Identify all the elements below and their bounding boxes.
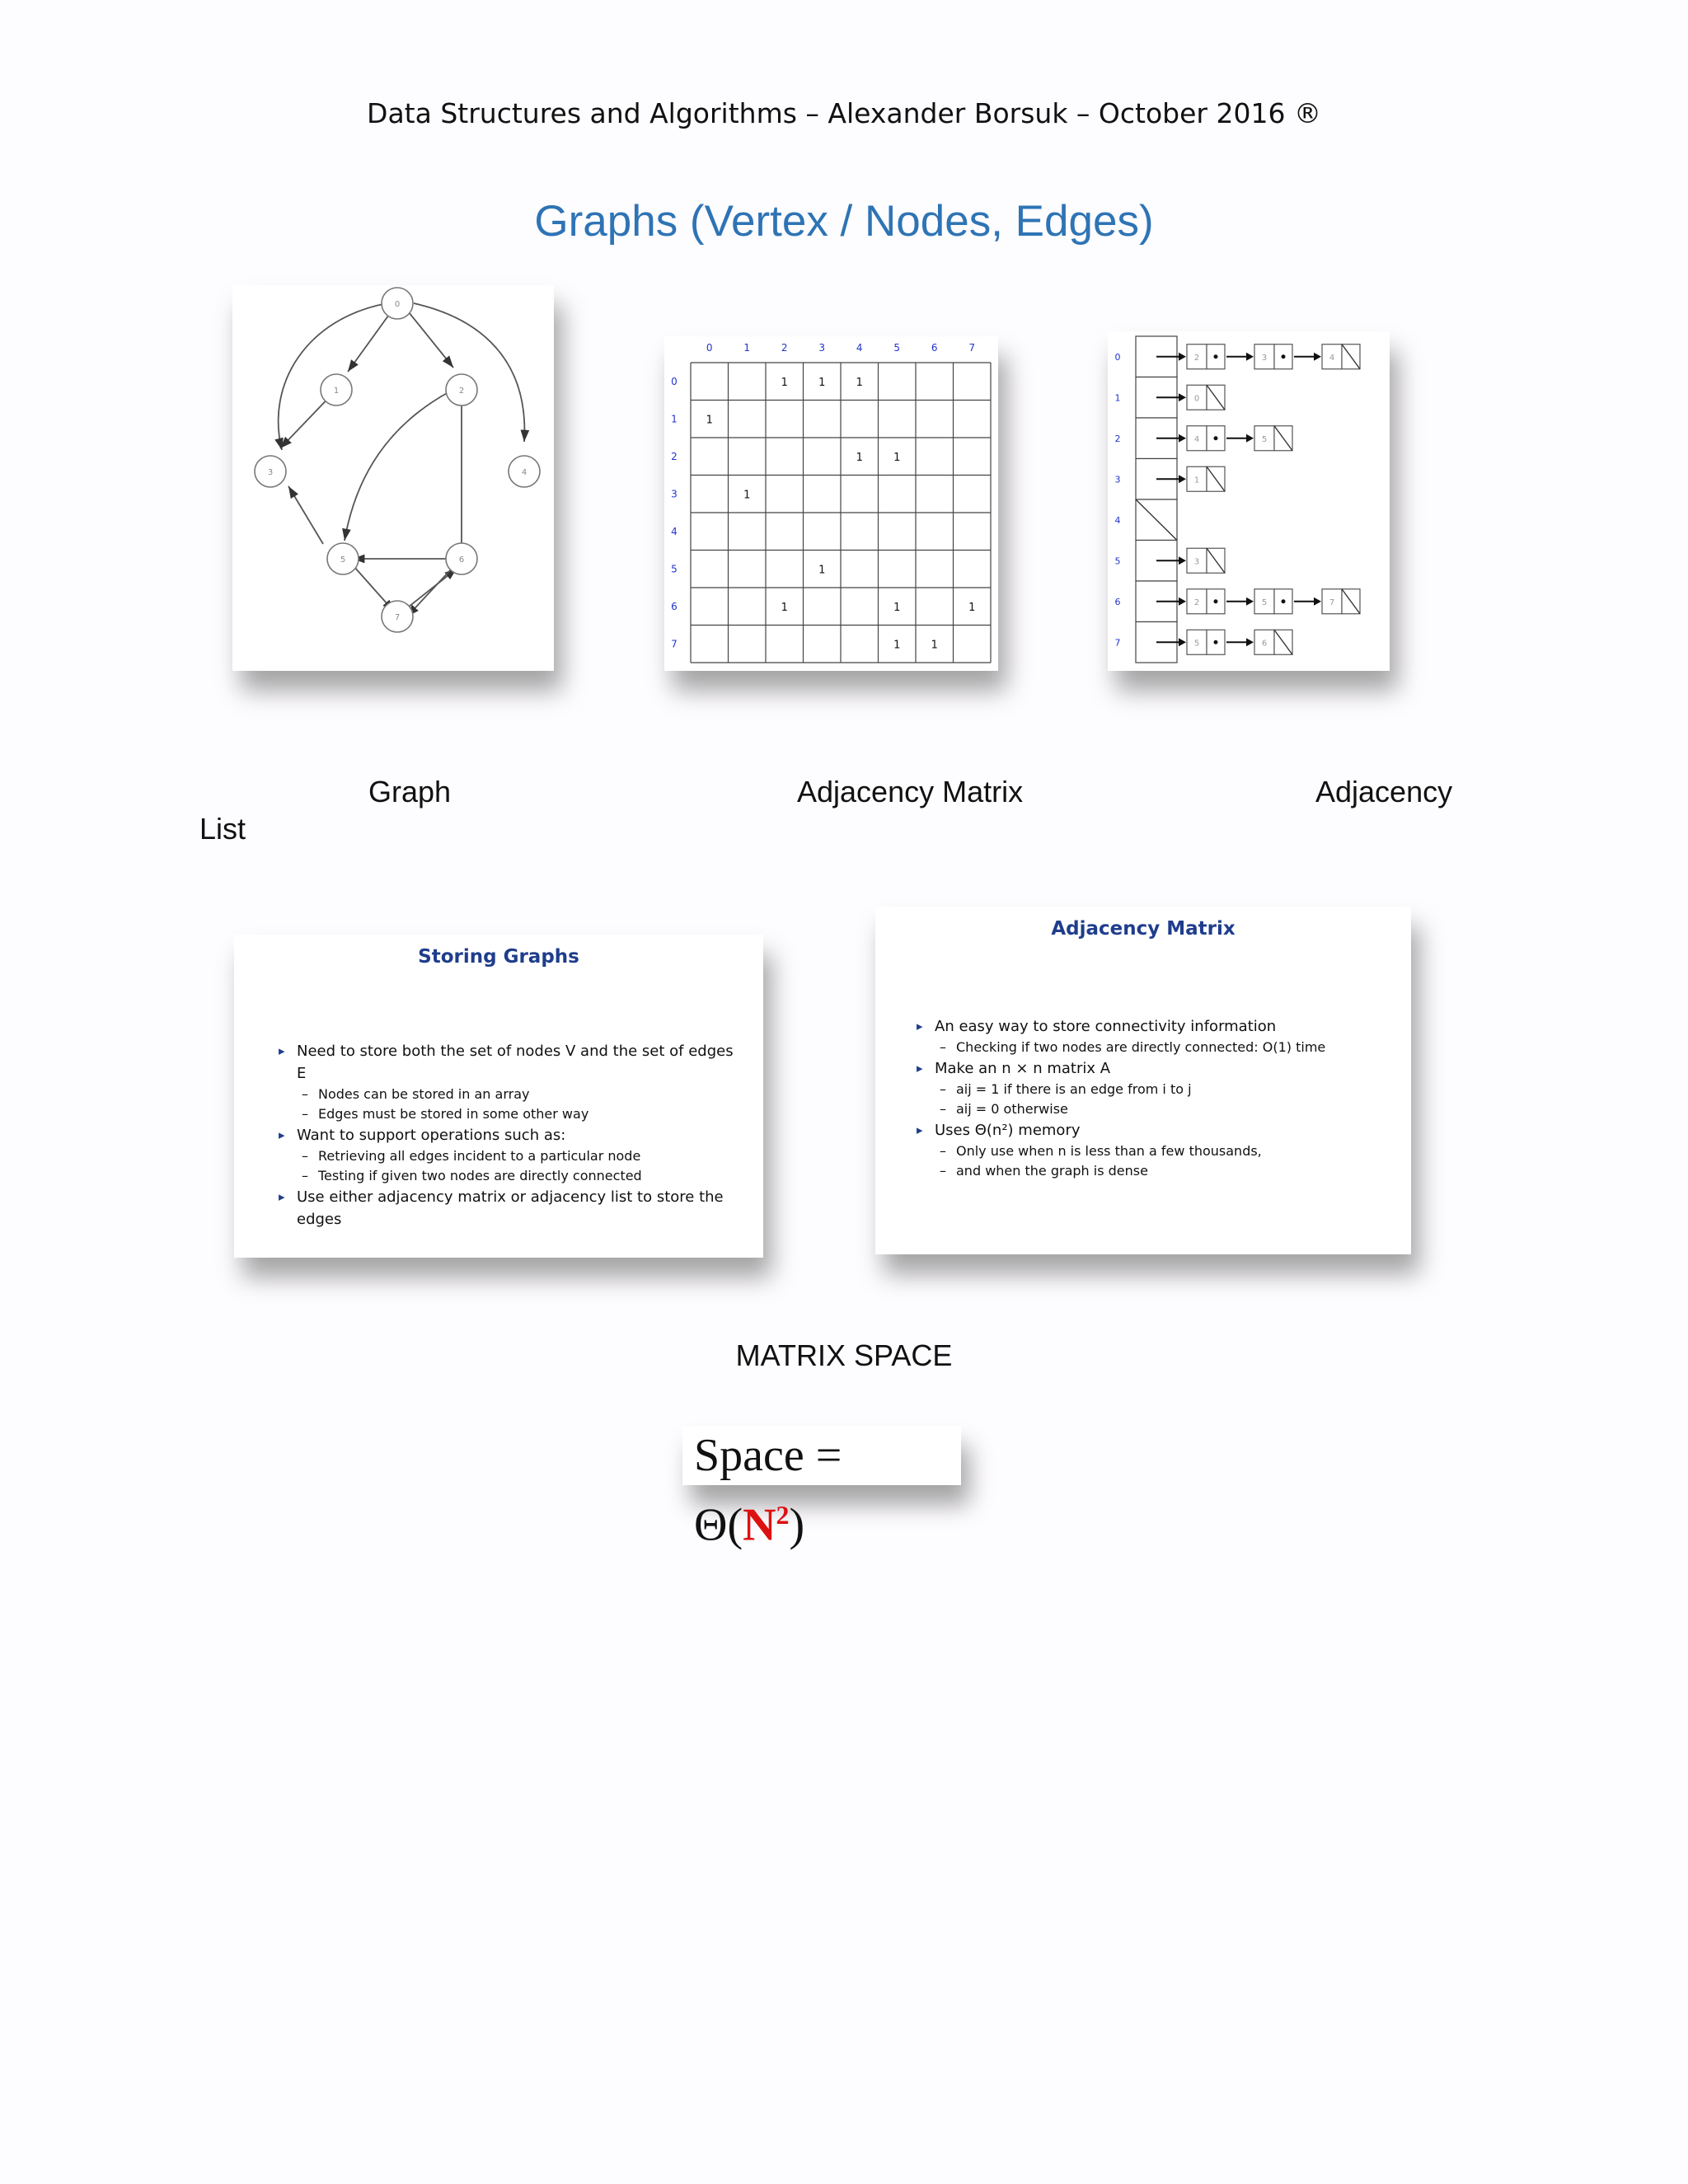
matrix-col-label: 3 [818,342,826,354]
graph-edge [406,308,453,368]
slide-bullet: ▸ An easy way to store connectivity information [917,1015,1400,1038]
adjacency-matrix-figure [664,336,998,671]
formula-prefix: Space = Θ( [694,1430,842,1551]
list-pointer-dot [1214,599,1218,603]
list-node-value: 5 [1193,639,1200,649]
graph-edge [345,392,448,541]
slide-bullets [917,1015,1400,1181]
matrix-row-label: 4 [671,525,678,537]
caption-graph: Graph [368,775,452,808]
matrix-cell: 1 [893,639,901,652]
graph-node-label: 5 [340,555,346,565]
list-arrow-head [1246,434,1254,443]
matrix-cell: 1 [743,489,751,502]
slide-storing-graphs [234,935,763,1258]
list-node-value: 0 [1193,394,1200,404]
list-node-value: 5 [1261,598,1268,607]
matrix-row-label: 3 [671,488,678,500]
list-arrow-head [1179,598,1186,606]
matrix-row-label: 1 [671,413,678,425]
matrix-col-label: 2 [781,342,788,354]
graph-edge [288,486,323,544]
formula-n: N [743,1499,776,1551]
matrix-cell: 1 [856,376,863,389]
slide-sub-bullet: – Edges must be stored in some other way [279,1104,745,1124]
matrix-cell: 1 [818,564,826,577]
graph-edge [414,303,524,442]
matrix-col-label: 0 [706,342,713,354]
slide-bullet: ▸ Uses Θ(n²) memory [917,1119,1400,1141]
slide-title: Adjacency Matrix [1051,918,1236,940]
matrix-space-label: MATRIX SPACE [735,1338,953,1372]
formula-suffix: ) [789,1499,805,1551]
matrix-row-label: 6 [671,600,678,612]
list-node-value: 3 [1261,353,1268,363]
list-arrow-head [1179,353,1186,361]
list-node-value: 1 [1193,476,1200,485]
list-arrow-head [1179,434,1186,443]
list-row-label: 4 [1114,514,1121,526]
list-pointer-dot [1214,436,1218,440]
graph-node-label: 0 [394,300,401,309]
list-row-label: 5 [1114,555,1121,567]
list-row-label: 1 [1114,392,1121,404]
slide-bullet: ▸ Want to support operations such as: [279,1124,745,1146]
slide-bullet: ▸ Make an n × n matrix A [917,1057,1400,1080]
matrix-cell: 1 [968,601,976,614]
matrix-row-label: 2 [671,450,678,462]
slide-sub-bullet: – Retrieving all edges incident to a particular node [279,1146,745,1166]
graph-node-label: 1 [333,387,340,396]
matrix-cell: 1 [781,376,788,389]
list-arrow-head [1246,353,1254,361]
slide-sub-bullet: – Nodes can be stored in an array [279,1085,745,1104]
page-header: Data Structures and Algorithms – Alexander Borsuk – October 2016 ® [367,97,1321,129]
list-arrow-head [1179,393,1186,401]
list-pointer-dot [1214,640,1218,644]
matrix-cell: 1 [818,376,826,389]
matrix-cell: 1 [893,451,901,464]
slide-sub-bullet: – aij = 0 otherwise [917,1099,1400,1119]
list-row-label: 3 [1114,474,1121,485]
matrix-svg [664,336,998,671]
caption-adjacency-matrix: Adjacency Matrix [797,775,1024,808]
slide-bullets [279,1040,745,1230]
page-title: Graphs (Vertex / Nodes, Edges) [534,197,1154,246]
list-row-label: 2 [1114,433,1121,444]
list-arrow-head [1179,556,1186,565]
list-row-label: 0 [1114,351,1121,363]
formula-exponent: 2 [776,1500,790,1530]
graph-svg [232,285,554,671]
matrix-cell: 1 [706,414,713,427]
list-node-value: 3 [1193,557,1200,567]
graph-node-label: 3 [267,468,274,477]
matrix-row-label: 5 [671,563,678,575]
slide-title: Storing Graphs [418,946,579,968]
slide-bullet: ▸ Need to store both the set of nodes V and the set of edges E [279,1040,745,1085]
caption-adjacency-list-1: Adjacency [1315,775,1453,808]
graph-edge [407,569,452,616]
list-pointer-dot [1282,599,1286,603]
list-node-value: 5 [1261,434,1268,444]
graph-node-label: 6 [458,555,465,565]
slide-bullet: ▸ Use either adjacency matrix or adjacency list to store the edges [279,1186,745,1230]
matrix-col-label: 4 [856,342,863,354]
list-node-value: 4 [1329,353,1335,363]
list-node-value: 6 [1261,639,1268,649]
list-pointer-dot [1282,354,1286,359]
graph-node-label: 2 [458,387,465,396]
list-arrow-head [1246,638,1254,646]
list-node-value: 2 [1193,353,1200,363]
matrix-cell: 1 [931,639,938,652]
adjacency-list-figure [1108,331,1390,671]
list-row-label: 7 [1114,637,1121,649]
list-pointer-dot [1214,354,1218,359]
matrix-col-label: 7 [968,342,976,354]
graph-node-label: 4 [521,468,528,477]
caption-adjacency-list-2: List [199,812,246,846]
graph-node-label: 7 [394,613,401,622]
matrix-cell: 1 [893,601,901,614]
matrix-row-label: 7 [671,638,678,650]
list-arrow-head [1179,475,1186,483]
slide-sub-bullet: – Checking if two nodes are directly connected: O(1) time [917,1038,1400,1057]
matrix-cell: 1 [856,451,863,464]
list-row-label: 6 [1114,596,1121,607]
slide-adjacency-matrix [875,907,1411,1254]
list-node-value: 2 [1193,598,1200,607]
list-svg [1108,331,1390,671]
list-arrow-head [1314,598,1321,606]
slide-sub-bullet: – Only use when n is less than a few thousands, [917,1141,1400,1161]
list-node-value: 7 [1329,598,1335,607]
matrix-col-label: 6 [931,342,938,354]
list-arrow-head [1314,353,1321,361]
list-arrow-head [1246,598,1254,606]
slide-sub-bullet: – aij = 1 if there is an edge from i to j [917,1080,1400,1099]
matrix-row-label: 0 [671,375,678,387]
matrix-col-label: 1 [743,342,751,354]
graph-figure [232,285,554,671]
matrix-cell: 1 [781,601,788,614]
slide-sub-bullet: – Testing if given two nodes are directly connected [279,1166,745,1186]
matrix-col-label: 5 [893,342,901,354]
slide-sub-bullet: – and when the graph is dense [917,1161,1400,1181]
list-arrow-head [1179,638,1186,646]
list-node-value: 4 [1193,434,1200,444]
